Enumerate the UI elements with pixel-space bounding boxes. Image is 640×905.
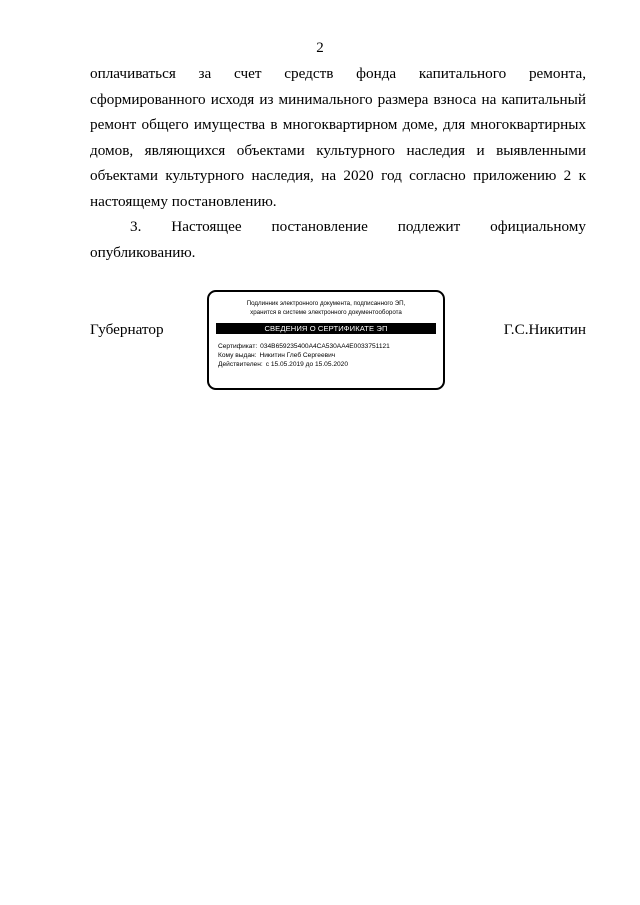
text-line: 3. Настоящее постановление подлежит официальному	[130, 218, 586, 235]
signatory-position: Губернатор	[90, 321, 164, 338]
certificate-label: Сертификат:	[218, 343, 258, 350]
electronic-signature-stamp	[207, 290, 445, 390]
stamp-issued-row	[218, 351, 436, 360]
stamp-certificate-info	[218, 342, 436, 369]
text-line: оплачиваться за счет средств фонда капитального ремонта,	[90, 65, 586, 82]
stamp-header-line: Подлинник электронного документа, подписанного ЭП,	[246, 300, 406, 307]
stamp-certificate-row	[218, 342, 436, 351]
signatory-name: Г.С.Никитин	[503, 321, 586, 338]
stamp-valid-row	[218, 360, 436, 369]
text-line: домов, являющихся объектами культурного наследия и выявленными	[90, 141, 586, 159]
text-line: сформированного исходя из минимального размера взноса на капитальный	[90, 90, 586, 108]
text-line: настоящему постановлению.	[90, 192, 277, 210]
valid-label: Действителен:	[218, 361, 263, 368]
text-line: опубликованию.	[90, 243, 196, 261]
issued-label: Кому выдан:	[218, 352, 257, 359]
certificate-value: 034B659235400A4CA530AA4E0033751121	[260, 343, 390, 350]
page-number: 2	[316, 40, 324, 56]
issued-value: Никитин Глеб Сергеевич	[259, 352, 336, 359]
text-line: ремонт общего имущества в многоквартирном доме, для многоквартирных	[90, 116, 586, 133]
valid-value: с 15.05.2019 до 15.05.2020	[265, 361, 349, 368]
stamp-header-line: хранится в системе электронного документооборота	[250, 309, 402, 316]
paragraph-publication	[90, 214, 586, 265]
text-line: объектами культурного наследия, на 2020 год согласно приложению 2 к	[90, 167, 586, 184]
body-text	[90, 61, 586, 265]
stamp-header	[209, 299, 443, 317]
stamp-title: СВЕДЕНИЯ О СЕРТИФИКАТЕ ЭП	[216, 323, 436, 334]
paragraph-funding	[90, 61, 586, 214]
